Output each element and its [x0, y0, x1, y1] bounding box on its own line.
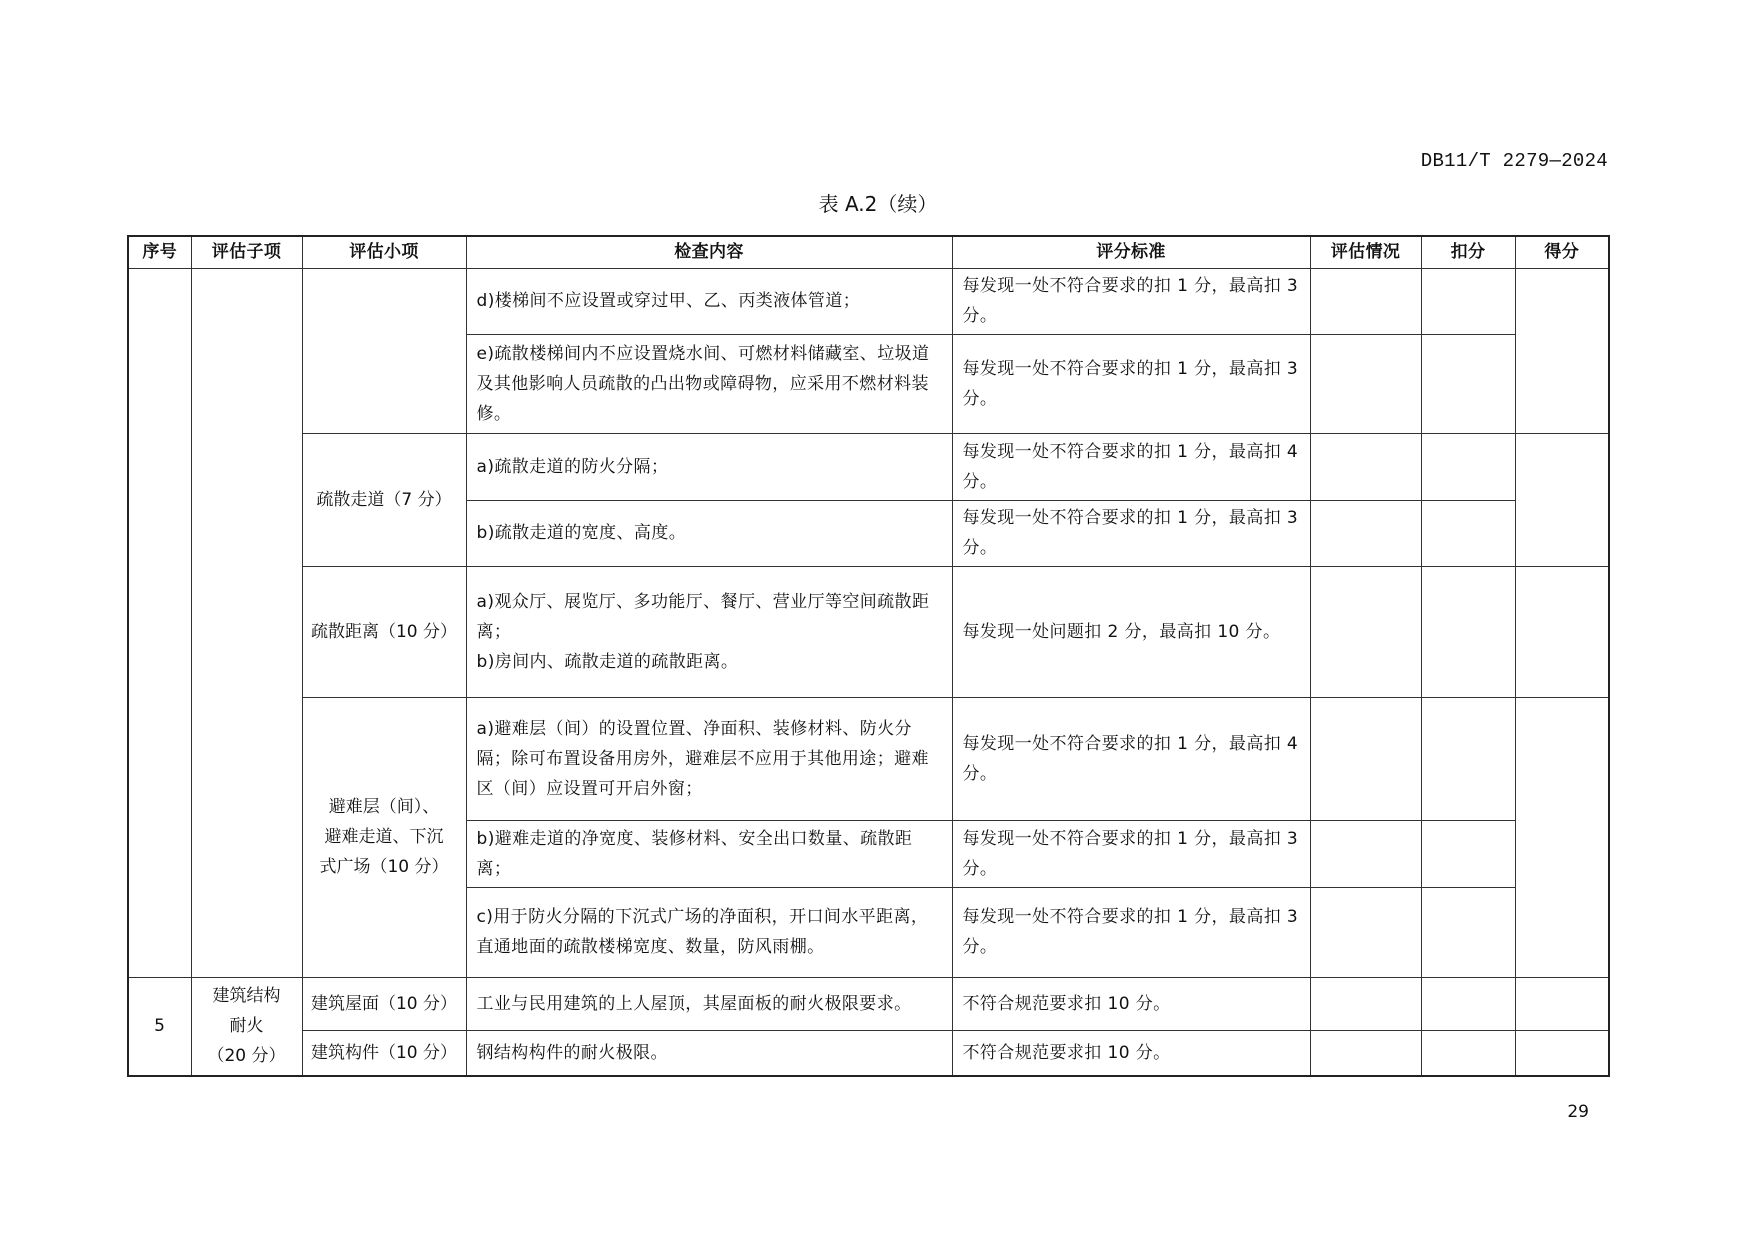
- table-header-row: [128, 236, 1609, 268]
- header-assessment: 评估情况: [1310, 236, 1421, 268]
- scoring-standard-cell: 每发现一处不符合要求的扣 1 分，最高扣 4 分。: [952, 433, 1310, 500]
- header-sub-item: 评估小项: [302, 236, 466, 268]
- standard-code: DB11/T 2279—2024: [1420, 150, 1608, 172]
- table-title: 表 A.2（续）: [818, 192, 938, 216]
- scoring-standard-cell: 不符合规范要求扣 10 分。: [952, 1030, 1310, 1076]
- scoring-standard-cell: 每发现一处不符合要求的扣 1 分，最高扣 3 分。: [952, 500, 1310, 566]
- check-content-cell: 钢结构构件的耐火极限。: [466, 1030, 952, 1076]
- sub-category-label-line: 建筑结构: [212, 986, 281, 1007]
- table-row: [128, 268, 1609, 334]
- sub-item-roof: 建筑屋面（10 分）: [302, 977, 466, 1030]
- sub-item-refuge: [302, 697, 466, 977]
- sub-item-members: 建筑构件（10 分）: [302, 1030, 466, 1076]
- deduction-cell: [1421, 500, 1515, 566]
- sub-category-label-line: （20 分）: [207, 1046, 286, 1067]
- scoring-standard-cell: 不符合规范要求扣 10 分。: [952, 977, 1310, 1030]
- scoring-standard-cell: 每发现一处不符合要求的扣 1 分，最高扣 3 分。: [952, 887, 1310, 977]
- sub-category-cell: [191, 268, 302, 977]
- sub-item-evacuation-corridor: 疏散走道（7 分）: [302, 433, 466, 566]
- sequence-no-cell: 5: [128, 977, 191, 1076]
- header-scoring-standard: 评分标准: [952, 236, 1310, 268]
- check-content-cell: [466, 566, 952, 697]
- deduction-cell: [1421, 887, 1515, 977]
- sequence-no-cell: [128, 268, 191, 977]
- header-sub-category: 评估子项: [191, 236, 302, 268]
- evaluation-table: [127, 235, 1610, 1077]
- assessment-cell: [1310, 820, 1421, 887]
- assessment-cell: [1310, 566, 1421, 697]
- deduction-cell: [1421, 977, 1515, 1030]
- check-content-cell: a)避难层（间）的设置位置、净面积、装修材料、防火分隔；除可布置设备用房外，避难层不应用于其他用途；避难区（间）应设置可开启外窗；: [466, 697, 952, 820]
- table-row: [128, 433, 1609, 500]
- check-content-cell: b)疏散走道的宽度、高度。: [466, 500, 952, 566]
- table-row: [128, 1030, 1609, 1076]
- header-deduction: 扣分: [1421, 236, 1515, 268]
- check-content-cell: a)疏散走道的防火分隔；: [466, 433, 952, 500]
- deduction-cell: [1421, 697, 1515, 820]
- check-content-cell: c)用于防火分隔的下沉式广场的净面积，开口间水平距离，直通地面的疏散楼梯宽度、数量，防风雨棚。: [466, 887, 952, 977]
- score-cell: [1515, 433, 1609, 566]
- check-content-line: b)房间内、疏散走道的疏散距离。: [476, 651, 739, 672]
- table-row: [128, 697, 1609, 820]
- assessment-cell: [1310, 334, 1421, 433]
- sub-item-cell: [302, 268, 466, 433]
- score-cell: [1515, 697, 1609, 977]
- deduction-cell: [1421, 566, 1515, 697]
- sub-category-structure-fire-resistance: [191, 977, 302, 1076]
- score-cell: [1515, 977, 1609, 1030]
- check-content-cell: d)楼梯间不应设置或穿过甲、乙、丙类液体管道；: [466, 268, 952, 334]
- scoring-standard-cell: 每发现一处不符合要求的扣 1 分，最高扣 4 分。: [952, 697, 1310, 820]
- check-content-cell: b)避难走道的净宽度、装修材料、安全出口数量、疏散距离；: [466, 820, 952, 887]
- sub-category-label-line: 耐火: [229, 1016, 264, 1037]
- page-number: 29: [1567, 1102, 1589, 1122]
- assessment-cell: [1310, 1030, 1421, 1076]
- assessment-cell: [1310, 500, 1421, 566]
- sub-item-evacuation-distance: 疏散距离（10 分）: [302, 566, 466, 697]
- assessment-cell: [1310, 887, 1421, 977]
- deduction-cell: [1421, 433, 1515, 500]
- scoring-standard-cell: 每发现一处不符合要求的扣 1 分，最高扣 3 分。: [952, 334, 1310, 433]
- assessment-cell: [1310, 268, 1421, 334]
- assessment-cell: [1310, 697, 1421, 820]
- score-cell: [1515, 268, 1609, 433]
- table-row: [128, 977, 1609, 1030]
- sub-item-label-line: 避难层（间）、: [328, 797, 440, 817]
- sub-item-label-line: 避难走道、下沉: [324, 827, 444, 847]
- score-cell: [1515, 1030, 1609, 1076]
- table-row: [128, 566, 1609, 697]
- header-score: 得分: [1515, 236, 1609, 268]
- deduction-cell: [1421, 268, 1515, 334]
- check-content-cell: 工业与民用建筑的上人屋顶，其屋面板的耐火极限要求。: [466, 977, 952, 1030]
- sub-item-label-line: 式广场（10 分）: [319, 857, 449, 877]
- scoring-standard-cell: 每发现一处不符合要求的扣 1 分，最高扣 3 分。: [952, 268, 1310, 334]
- header-check-content: 检查内容: [466, 236, 952, 268]
- assessment-cell: [1310, 977, 1421, 1030]
- check-content-line: a)观众厅、展览厅、多功能厅、餐厅、营业厅等空间疏散距离；: [476, 591, 930, 642]
- assessment-cell: [1310, 433, 1421, 500]
- score-cell: [1515, 566, 1609, 697]
- deduction-cell: [1421, 334, 1515, 433]
- check-content-cell: e)疏散楼梯间内不应设置烧水间、可燃材料储藏室、垃圾道及其他影响人员疏散的凸出物或障碍物，应采用不燃材料装修。: [466, 334, 952, 433]
- scoring-standard-cell: 每发现一处问题扣 2 分，最高扣 10 分。: [952, 566, 1310, 697]
- deduction-cell: [1421, 820, 1515, 887]
- deduction-cell: [1421, 1030, 1515, 1076]
- header-no: 序号: [128, 236, 191, 268]
- scoring-standard-cell: 每发现一处不符合要求的扣 1 分，最高扣 3 分。: [952, 820, 1310, 887]
